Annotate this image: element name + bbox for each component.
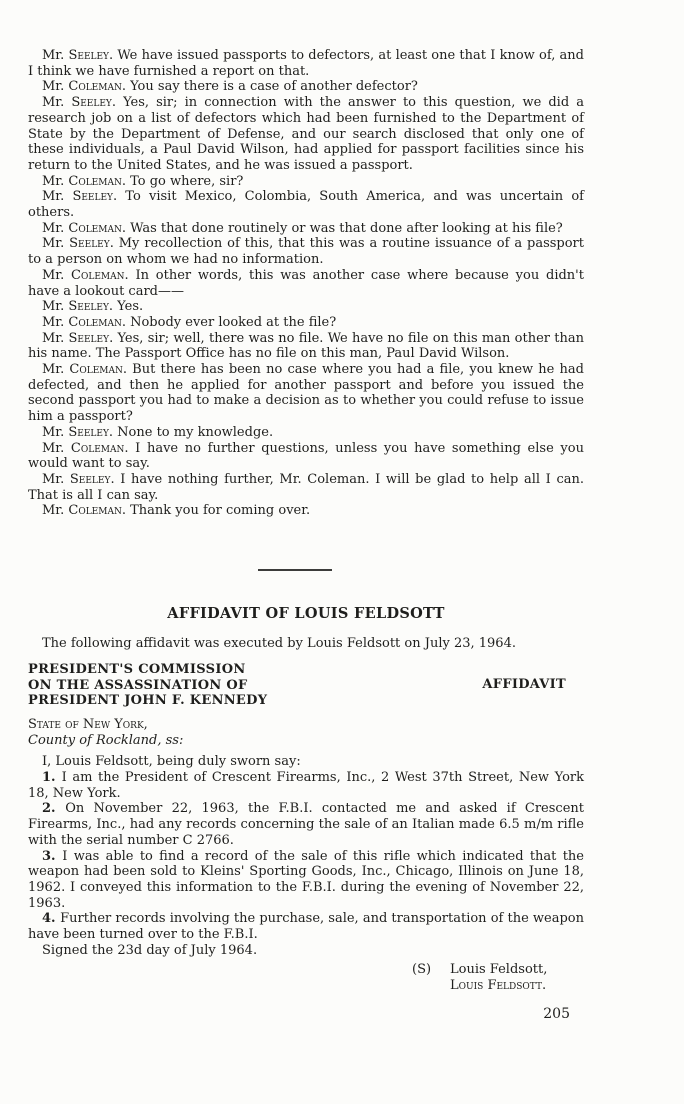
testimony-text: . Nobody ever looked at the file?: [121, 314, 337, 330]
affidavit-item: [28, 801, 584, 848]
testimony-paragraph: [28, 299, 584, 315]
testimony-paragraph: [28, 236, 584, 267]
affidavit-item-text: I am the President of Crescent Firearms, Inc., 2 West 37th Street, New York 18, New York.: [28, 770, 584, 801]
speaker-label: Mr. Coleman: [42, 503, 122, 519]
testimony-paragraph: [28, 174, 584, 190]
testimony-text: . Yes.: [108, 299, 144, 315]
testimony-paragraph: [28, 315, 584, 331]
speaker-name: Coleman: [71, 267, 125, 283]
signature-name-smallcaps: Louis Feldsott.: [450, 978, 547, 994]
testimony-text: . To go where, sir?: [121, 173, 244, 189]
testimony-text: . Thank you for coming over.: [121, 503, 311, 519]
testimony-paragraph: [28, 79, 584, 95]
testimony-text: . I have nothing further, Mr. Coleman. I will be glad to help all I can. That is all I can say.: [28, 471, 584, 503]
testimony-paragraph: [28, 472, 584, 503]
signature-block: [412, 962, 584, 993]
signature-name-roman: Louis Feldsott,: [450, 962, 548, 978]
affidavit-item-text: Further records involving the purchase, sale, and transportation of the weapon have been turned over to the F.B.I.: [28, 911, 584, 943]
affidavit-item-number: 2.: [42, 801, 66, 817]
speaker-label: Mr. Seeley: [42, 330, 110, 346]
affidavit-intro: The following affidavit was executed by Louis Feldsott on July 23, 1964.: [42, 636, 516, 652]
testimony-text: . My recollection of this, that this was a routine issuance of a passport to a person on whom we had no information.: [28, 236, 584, 268]
speaker-name: Coleman: [70, 440, 125, 456]
testimony-paragraph: [28, 503, 584, 519]
affidavit-item-number: 1.: [42, 770, 62, 786]
testimony-text: . But there has been no case where you had a file, you knew he had defected, and then he applied for another passport and before you issued the second passport you had to make a decision as to whether you could refuse to issue him a passport?: [28, 362, 584, 425]
speaker-label: Mr. Seeley: [42, 95, 112, 111]
testimony-text: . None to my knowledge.: [108, 424, 274, 440]
testimony-paragraph: [28, 189, 584, 220]
affidavit-heading: AFFIDAVIT OF LOUIS FELDSOTT: [167, 605, 445, 623]
testimony-text: . Was that done routinely or was that done after looking at his file?: [121, 220, 563, 236]
speaker-name: Coleman: [68, 503, 122, 519]
speaker-label: Mr. Coleman: [42, 440, 125, 456]
testimony-paragraph: [28, 362, 584, 425]
commission-block: [28, 662, 584, 709]
affidavit-item-text: On November 22, 1963, the F.B.I. contacted me and asked if Crescent Firearms, Inc., had any records concerning the sale of an Italian made 6.5 m/m rifle with the serial number C 2766.: [28, 801, 584, 848]
commission-line-2: ON THE ASSASSINATION OF: [28, 677, 248, 693]
signed-date-line: Signed the 23d day of July 1964.: [42, 942, 258, 958]
speaker-name: Coleman: [69, 362, 123, 378]
testimony-text: . You say there is a case of another defector?: [121, 79, 418, 95]
testimony-text: . Yes, sir; well, there was no file. We have no file on this man other than his name. The Passport Office has no file on this man, Paul David Wilson.: [28, 330, 584, 362]
speaker-name: Coleman: [68, 220, 122, 236]
affidavit-item-number: 3.: [42, 848, 63, 864]
speaker-label: Mr. Coleman: [42, 79, 122, 95]
venue-block: [28, 717, 584, 748]
testimony-paragraph: [28, 48, 584, 79]
testimony-text: . Yes, sir; in connection with the answer to this question, we did a research job on a list of defectors which had been furnished to the Department of State by the Department of Defense, and our search disclosed that only one of these individuals, a Paul David Wilson, had applied for passport facilities since his return to the United States, and he was issued a passport.: [28, 95, 584, 173]
testimony-text: . We have issued passports to defectors, at least one that I know of, and I think we have furnished a report on that.: [28, 48, 584, 79]
affidavit-item: [28, 849, 584, 912]
speaker-name: Seeley: [69, 236, 110, 252]
speaker-name: Seeley: [68, 299, 109, 315]
testimony-paragraph: [28, 441, 584, 472]
speaker-name: Coleman: [68, 79, 122, 95]
speaker-label: Mr. Coleman: [42, 173, 122, 189]
signature-s-mark: (S): [412, 962, 432, 978]
testimony-paragraph: [28, 425, 584, 441]
speaker-name: Seeley: [71, 95, 112, 111]
sworn-statement-line: I, Louis Feldsott, being duly sworn say:: [42, 754, 301, 770]
testimony-text: . To visit Mexico, Colombia, South America, and was uncertain of others.: [28, 189, 584, 221]
testimony-section: [28, 48, 584, 519]
speaker-name: Coleman: [68, 173, 122, 189]
testimony-paragraph: [28, 221, 584, 237]
speaker-name: Coleman: [68, 314, 122, 330]
affidavit-item: [28, 770, 584, 801]
page-number: 205: [543, 1005, 570, 1022]
testimony-text: . In other words, this was another case where because you didn't have a lookout card——: [28, 267, 584, 299]
speaker-name: Seeley: [72, 189, 113, 205]
speaker-label: Mr. Coleman: [42, 362, 123, 378]
speaker-label: Mr. Coleman: [42, 220, 122, 236]
affidavit-item-number: 4.: [42, 911, 61, 927]
signature-names: [450, 962, 547, 993]
speaker-label: Mr. Seeley: [42, 48, 110, 63]
speaker-name: Seeley: [68, 330, 110, 346]
speaker-label: Mr. Seeley: [42, 424, 109, 440]
testimony-text: . I have no further questions, unless you have something else you would want to say.: [28, 440, 584, 472]
testimony-paragraph: [28, 331, 584, 362]
speaker-label: Mr. Seeley: [42, 189, 113, 205]
commission-line-3: PRESIDENT JOHN F. KENNEDY: [28, 693, 268, 709]
testimony-paragraph: [28, 95, 584, 174]
speaker-label: Mr. Coleman: [42, 267, 125, 283]
speaker-label: Mr. Seeley: [42, 236, 110, 252]
affidavit-items: [28, 770, 584, 943]
section-divider: [258, 569, 332, 571]
speaker-name: Seeley: [69, 471, 111, 487]
speaker-name: Seeley: [68, 424, 109, 440]
affidavit-body: [28, 754, 584, 958]
venue-county-line: County of Rockland, ss:: [28, 732, 184, 748]
speaker-label: Mr. Seeley: [42, 471, 111, 487]
document-type-label: AFFIDAVIT: [482, 677, 566, 693]
speaker-label: Mr. Coleman: [42, 314, 122, 330]
commission-line-1: PRESIDENT'S COMMISSION: [28, 661, 246, 677]
affidavit-item-text: I was able to find a record of the sale of this rifle which indicated that the weapon had been sold to Kleins' Sporting Goods, Inc., Chicago, Illinois on June 18, 1962. I conveyed this information to the F.B.I. during the evening of November 22, 1963.: [28, 848, 584, 911]
affidavit-item: [28, 911, 584, 942]
speaker-name: Seeley: [68, 48, 110, 63]
speaker-label: Mr. Seeley: [42, 299, 109, 315]
testimony-paragraph: [28, 268, 584, 299]
venue-state-line: State of New York,: [28, 716, 148, 732]
